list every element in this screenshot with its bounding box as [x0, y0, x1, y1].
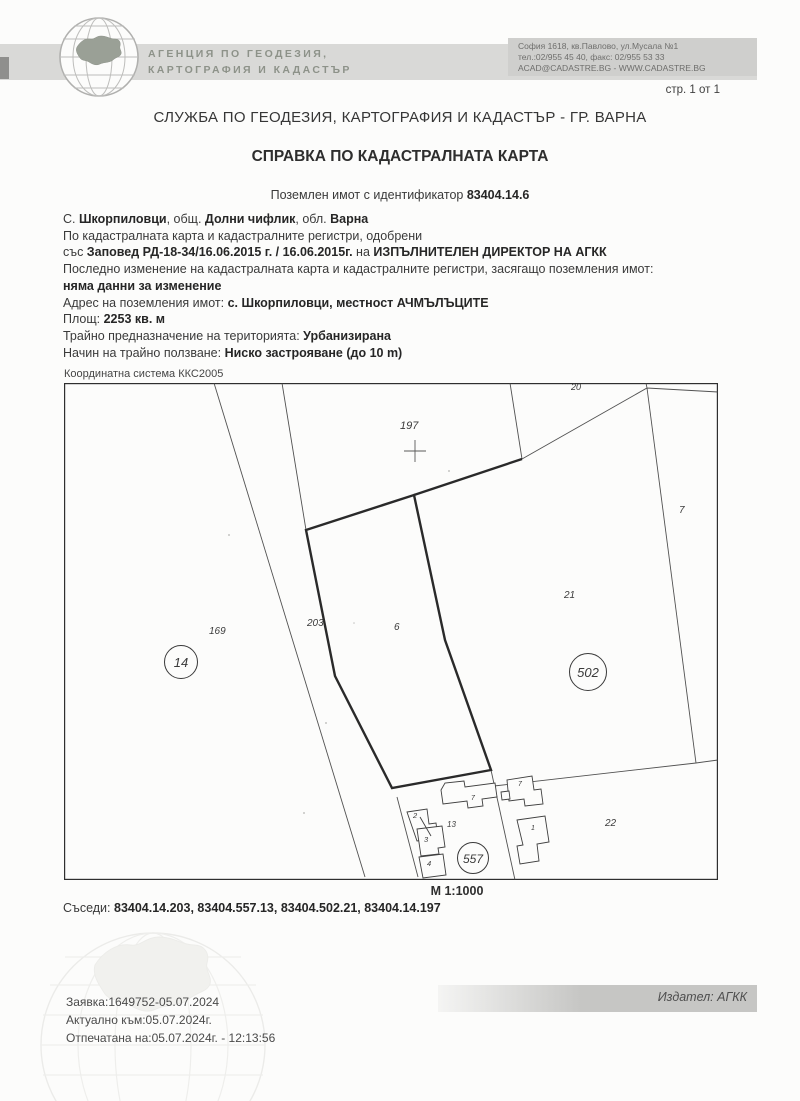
- parcel21-east-boundary: [647, 388, 696, 763]
- building-label-1: 1: [531, 825, 535, 832]
- parcel-label-20: 20: [571, 383, 582, 392]
- subject-parcel-6-outline: [306, 459, 522, 788]
- parcel197-right-boundary: [510, 383, 522, 459]
- building-label-3: 3: [424, 835, 429, 844]
- address-line2: тел.:02/955 45 40, факс: 02/955 53 33: [518, 52, 665, 62]
- detail-location: С. Шкорпиловци, общ. Долни чифлик, обл. Варна: [63, 212, 369, 226]
- footer-printed-date: Отпечатана на:05.07.2024г. - 12:13:56: [66, 1031, 276, 1045]
- agency-logo-globe-icon: [52, 14, 146, 102]
- detail-territory: Трайно предназначение на територията: Урбанизирана: [63, 328, 392, 343]
- road-left-boundary: [214, 383, 365, 877]
- building-label-4: 4: [427, 859, 432, 868]
- detail-land-use: Начин на трайно ползване: Ниско застрояване (до 10 m): [63, 345, 403, 360]
- page-indicator: стр. 1 от 1: [665, 84, 720, 96]
- road-right-lower-boundary: [397, 797, 418, 877]
- issuer-label: Издател: АГКК: [657, 990, 747, 1004]
- parcel-label-197: 197: [400, 420, 419, 432]
- scan-speckles: [228, 470, 450, 814]
- building-3: [417, 826, 445, 856]
- detail-address: Адрес на поземления имот: с. Шкорпиловци, местност АЧМЪЛЪЦИТЕ: [63, 295, 489, 310]
- crosshair-icon: [404, 440, 426, 462]
- footer-valid-date: Актуално към:05.07.2024г.: [66, 1013, 212, 1027]
- parcel-identifier-line: Поземлен имот с идентификатор 83404.14.6: [270, 188, 530, 202]
- parcel-label-13: 13: [447, 820, 456, 829]
- issuer-band: [438, 985, 757, 1012]
- parcel-boundaries: [214, 383, 718, 880]
- footer-request: Заявка:1649752-05.07.2024: [66, 995, 220, 1009]
- building-4: [419, 854, 446, 878]
- agency-address: [518, 41, 750, 74]
- agency-name: [148, 46, 352, 78]
- parcel197-left-boundary: [282, 383, 306, 530]
- address-line1: София 1618, кв.Павлово, ул.Мусала №1: [518, 41, 679, 51]
- subject-parcel-6-north-arm: [414, 459, 522, 495]
- building-7-topright: [507, 776, 543, 806]
- parcel-label-203: 203: [307, 618, 324, 629]
- document-title: СПРАВКА ПО КАДАСТРАЛНАТА КАРТА: [251, 148, 549, 165]
- circle-label-14: 14: [173, 655, 189, 670]
- building-label-2: 2: [413, 811, 418, 820]
- agency-name-line2: КАРТОГРАФИЯ И КАДАСТЪР: [148, 64, 352, 76]
- scan-artifact: [0, 57, 9, 79]
- parcel-label-7: 7: [679, 505, 685, 516]
- parcel-label-6: 6: [394, 622, 400, 633]
- cadastral-map: [64, 383, 718, 880]
- north-east-boundary: [522, 383, 718, 459]
- circle-label-557: 557: [462, 852, 484, 866]
- detail-last-change-label: Последно изменение на кадастралната карта и кадастралните регистри, засягащо поземления имот:: [63, 262, 654, 277]
- detail-order: със Заповед РД-18-34/16.06.2015 г. / 16.06.2015г. на ИЗПЪЛНИТЕЛЕН ДИРЕКТОР НА АГКК: [63, 245, 607, 260]
- parcel-label-169: 169: [209, 626, 226, 637]
- detail-area: Площ: 2253 кв. м: [63, 312, 166, 327]
- map-scale: М 1:1000: [430, 884, 484, 898]
- building-label-7-mid: 7: [471, 795, 475, 802]
- office-title: СЛУЖБА ПО ГЕОДЕЗИЯ, КАРТОГРАФИЯ И КАДАСТЪР - ГР. ВАРНА: [153, 109, 647, 126]
- neighbors-line: Съседи: 83404.14.203, 83404.557.13, 83404.502.21, 83404.14.197: [63, 901, 441, 915]
- agency-name-line1: АГЕНЦИЯ ПО ГЕОДЕЗИЯ,: [148, 48, 329, 60]
- parcel-label-22: 22: [605, 818, 617, 829]
- footer-info: [66, 993, 275, 1047]
- map-border: [65, 384, 718, 880]
- parcel-label-21: 21: [564, 590, 576, 601]
- detail-last-change-value: няма данни за изменение: [63, 278, 222, 293]
- building-label-7-topright: 7: [518, 781, 522, 788]
- circle-label-502: 502: [577, 665, 599, 680]
- building-1: [517, 816, 549, 864]
- building-annex: [501, 791, 510, 800]
- building-7-mid: [441, 781, 497, 808]
- address-line3: ACAD@CADASTRE.BG - WWW.CADASTRE.BG: [518, 63, 706, 73]
- property-details: [63, 211, 753, 361]
- detail-approved: По кадастралната карта и кадастралните регистри, одобрени: [63, 228, 423, 243]
- coordinate-system-label: Координатна система ККС2005: [64, 368, 224, 380]
